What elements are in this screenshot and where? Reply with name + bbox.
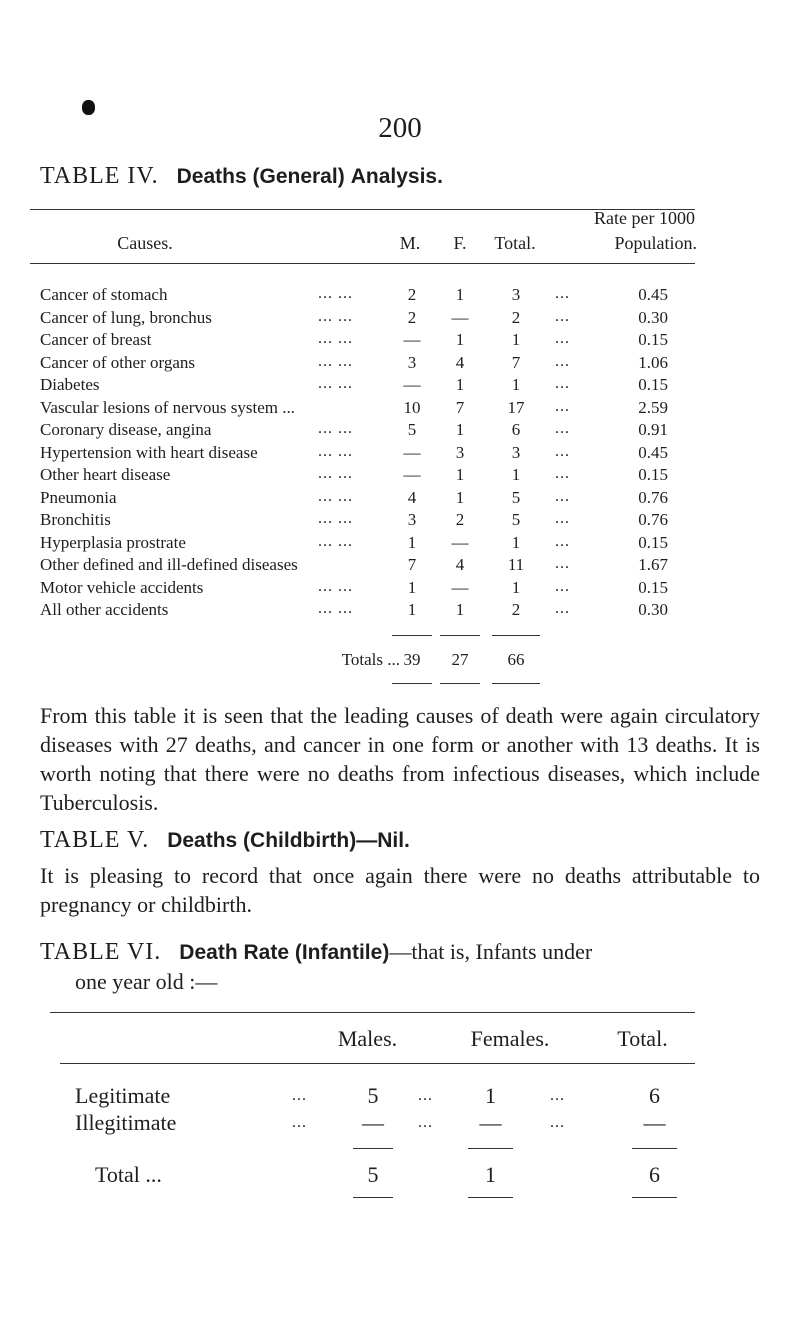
total-count: 1 [511,532,521,552]
cause-label: Motor vehicle accidents [40,577,204,597]
leader-dots: ... ... [318,375,353,392]
table4-heading [40,163,443,190]
table6-header-females: Females. [470,1026,550,1051]
total-count: 3 [511,285,521,304]
male-count: 2 [407,307,417,327]
table5-label: TABLE V. [40,827,150,853]
rate-value: 0.76 [638,510,668,529]
table6-totals-label: Total ... [95,1162,162,1187]
table5-heading [40,827,410,854]
table4-totals-rule-m [392,635,432,636]
leader-dots: ... ... [318,442,353,460]
leader-dots: ... [555,532,570,550]
leader-dots: ... [555,397,570,415]
table6-top-rule [50,1012,695,1013]
table6-title: Death Rate (Infantile) [179,941,390,964]
table6-totals-total: 6 [649,1162,660,1187]
leader-dots: ... ... [318,487,353,505]
table4-totals-rule-total [492,635,540,636]
leader-dots: ... ... [318,510,353,527]
cause-label: Pneumonia [40,487,117,507]
male-count: — [403,375,421,394]
leader-dots: ... [550,1114,565,1131]
male-count: 1 [407,577,417,597]
total-count: 2 [511,600,521,619]
table4-totals-rule-f [440,635,480,636]
females-count: 1 [485,1083,496,1108]
male-count: 5 [407,420,417,439]
table4-header-rate-line1: Rate per 1000 [594,208,695,228]
male-count: 3 [407,352,417,372]
female-count: 4 [455,555,465,574]
male-count: 1 [407,600,417,619]
table6-totals-rule-males [353,1148,393,1149]
table4-bottom-rule-m [392,683,432,684]
table4-header-total: Total. [494,233,536,253]
male-count: 4 [407,487,417,507]
table6-bottom-rule-males [353,1197,393,1198]
row-label: Illegitimate [75,1110,177,1135]
leader-dots: ... [555,510,570,527]
leader-dots: ... [292,1087,307,1104]
total-count: 2 [511,307,521,327]
cause-label: Cancer of lung, bronchus [40,307,212,327]
leader-dots: ... ... [318,600,353,617]
page-number: 200 [378,112,422,144]
leader-dots: ... ... [318,532,353,550]
table6-header-males: Males. [337,1026,398,1051]
female-count: 7 [455,397,465,417]
total-count: 17 [507,397,525,417]
cause-label: Cancer of other organs [40,352,195,372]
total-count: 1 [511,330,521,349]
female-count: 3 [455,442,465,462]
cause-label: Diabetes [40,375,100,394]
cause-label: Hypertension with heart disease [40,442,258,462]
leader-dots: ... ... [318,420,353,437]
total-count: 5 [511,487,521,507]
table5-text: It is pleasing to record that once again there were no deaths attributable to pregnancy or childbirth. [40,863,760,917]
row-label: Legitimate [75,1083,171,1108]
rate-value: 0.45 [638,285,668,304]
table4-header-m: M. [399,233,421,253]
total-count: 6 [511,420,521,439]
female-count: 1 [455,330,465,349]
female-count: 2 [455,510,465,529]
female-count: — [451,577,469,597]
cause-label: Other defined and ill-defined diseases [40,555,298,574]
total-count: 6 [649,1083,660,1108]
leader-dots: ... [292,1114,307,1131]
rate-value: 2.59 [638,397,668,417]
table6-heading [40,939,592,966]
table6-bottom-rule-total [632,1197,677,1198]
table6-totals-females: 1 [485,1162,496,1187]
rate-value: 0.30 [638,307,668,327]
table4-subtitle: Analysis. [350,165,443,188]
rate-value: 0.76 [638,487,668,507]
leader-dots: ... ... [318,307,353,325]
table4-header-rate-line2: Population. [614,233,697,253]
leader-dots: ... [555,487,570,505]
leader-dots: ... [555,442,570,460]
table6-label: TABLE VI. [40,939,162,965]
total-count: 1 [511,577,521,597]
table4-header-causes: Causes. [117,233,173,253]
male-count: 3 [407,510,417,529]
cause-label: Bronchitis [40,510,111,529]
rate-value: 0.30 [638,600,668,619]
leader-dots: ... [555,555,570,572]
leader-dots: ... ... [318,465,353,482]
male-count: — [403,465,421,484]
rate-value: 1.06 [638,352,668,372]
cause-label: Hyperplasia prostrate [40,532,186,552]
leader-dots: ... [555,352,570,370]
table6-totals-males: 5 [367,1162,379,1187]
males-count: 5 [367,1083,379,1108]
total-count: 7 [511,352,521,372]
table6-totals-rule-total [632,1148,677,1149]
table6-totals-rule-females [468,1148,513,1149]
total-count: 1 [511,465,521,484]
cause-label: Coronary disease, angina [40,420,212,439]
leader-dots: ... ... [318,330,353,347]
female-count: — [451,307,469,327]
rate-value: 0.15 [638,577,668,597]
male-count: 1 [407,532,417,552]
cause-label: Other heart disease [40,465,171,484]
leader-dots: ... ... [318,285,353,302]
female-count: 1 [455,465,465,484]
leader-dots: ... [555,307,570,325]
cause-label: All other accidents [40,600,169,619]
rate-value: 0.15 [638,375,668,394]
leader-dots: ... [555,375,570,392]
leader-dots: ... [555,600,570,617]
leader-dots: ... [555,420,570,437]
female-count: 1 [455,375,465,394]
total-count: 1 [511,375,521,394]
table4-header-f: F. [453,233,467,253]
leader-dots: ... [555,330,570,347]
rate-value: 0.91 [638,420,668,439]
cause-label: Vascular lesions of nervous system ... [40,397,295,417]
leader-dots: ... [550,1087,565,1104]
leader-dots: ... ... [318,352,353,370]
rate-value: 0.15 [638,330,668,349]
female-count: 1 [455,285,465,304]
total-count: 5 [511,510,521,529]
male-count: — [403,330,421,349]
table6-title-suffix: —that is, Infants under [389,939,593,964]
male-count: 2 [407,285,417,304]
leader-dots: ... [555,285,570,302]
males-count: — [362,1110,384,1135]
table6-header-rule [60,1063,695,1064]
female-count: — [451,532,469,552]
female-count: 1 [455,600,465,619]
female-count: 4 [455,352,465,372]
total-count: — [643,1110,666,1135]
leader-dots: ... [555,577,570,595]
table6-header-total: Total. [617,1026,668,1051]
females-count: — [479,1110,502,1135]
leader-dots: ... ... [318,577,353,595]
rate-value: 0.15 [638,465,668,484]
female-count: 1 [455,487,465,507]
table4-bottom-rule-total [492,683,540,684]
table4-totals-total: 66 [507,650,525,669]
table4-label: TABLE IV. [40,163,159,189]
table4-title: Deaths (General) [176,165,345,188]
leader-dots: ... [418,1114,433,1131]
leader-dots: ... [418,1087,433,1104]
table5-title: Deaths (Childbirth)—Nil. [167,829,410,852]
table4-header-rule [30,263,695,264]
table4-bottom-rule-f [440,683,480,684]
male-count: — [403,442,421,462]
table4-totals-f: 27 [451,650,469,669]
male-count: 7 [407,555,417,574]
table6-title-line2: one year old :— [75,969,218,994]
table4-totals-label: Totals ... [341,650,400,669]
total-count: 3 [511,442,521,462]
rate-value: 1.67 [638,555,668,574]
cause-label: Cancer of stomach [40,285,168,304]
leader-dots: ... [555,465,570,482]
female-count: 1 [455,420,465,439]
table6-bottom-rule-females [468,1197,513,1198]
cause-label: Cancer of breast [40,330,152,349]
rate-value: 0.45 [638,442,668,462]
table4-totals-m: 39 [403,650,421,669]
analysis-paragraph: From this table it is seen that the leading causes of death were again circulatory diseases with 27 deaths, and cancer in one form or another with 13 deaths. It is worth noting that there were no deaths from infectious diseases, which include Tuberculosis. [40,703,760,815]
rate-value: 0.15 [638,532,668,552]
male-count: 10 [403,397,421,417]
total-count: 11 [507,555,525,574]
